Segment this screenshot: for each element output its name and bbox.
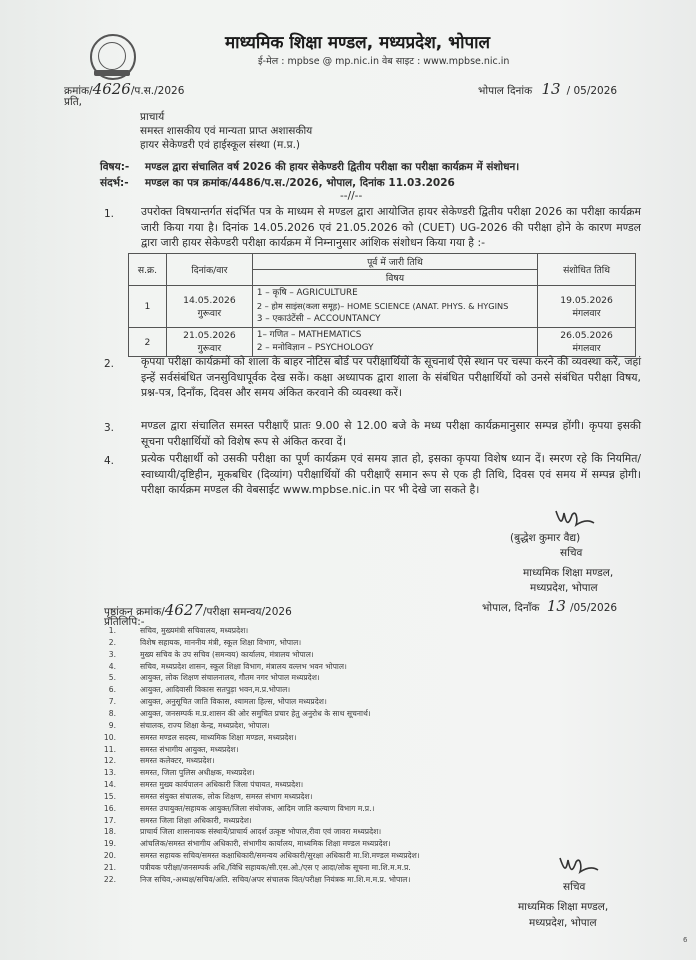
subject-text: मण्डल द्वारा संचालित वर्ष 2026 की हायर सेकेण्डरी द्वितीय परीक्षा का परीक्षा कार्यक्रम में संशोधन। <box>145 161 520 173</box>
row-1-subject-3: 3 – एकाउंटेंसी – ACCOUNTANCY <box>256 314 381 324</box>
list-item <box>103 826 382 838</box>
para-3: मण्डल द्वारा संचालित समस्त परीक्षाएँ प्रातः 9.00 से 12.00 बजे के मध्य परीक्षा कार्यक्रमानुसार सम्पन्न होंगी। कृपया इसकी सूचना परीक्षार्थियों को विशेष रूप से अंकित करवा दें। <box>141 419 641 448</box>
list-item-number: 3. <box>108 649 116 659</box>
list-item-text: आयुक्त, जनसम्पर्क म.प्र.शासन की ओर समुचित प्रचार हेतु अनुरोध के साथ सूचनार्थ। <box>140 708 371 718</box>
list-item <box>103 755 215 767</box>
list-item-number: 7. <box>108 697 116 707</box>
list-item-number: 6. <box>108 685 116 695</box>
list-item <box>103 732 297 744</box>
separator: --//-- <box>340 190 363 202</box>
list-item <box>108 684 291 696</box>
addressee-line-1: प्राचार्य <box>140 111 165 123</box>
row-2-subject-2: 2 – मनोविज्ञान – PSYCHOLOGY <box>256 343 374 353</box>
list-item-number: 17. <box>103 815 116 825</box>
list-item-number: 20. <box>103 851 116 861</box>
list-item <box>103 874 411 886</box>
list-item-number: 10. <box>103 732 116 742</box>
list-item-text: सचिव, मध्यप्रदेश शासन, स्कूल शिक्षा विभाग, मंत्रालय वल्लभ भवन भोपाल। <box>140 661 347 671</box>
list-item-text: पत्रीयक परीक्षा/जनसम्पर्क अधि./विधि सहायक/सी.एस.ओ./एस ए आदा/लोक सूचना मा.शि.म.म.प्र. <box>140 863 411 872</box>
list-item <box>103 779 304 791</box>
list-item <box>108 672 320 684</box>
list-item-text: विशेष सहायक, माननीय मंत्री, स्कूल शिक्षा विभाग, भोपाल। <box>140 637 302 647</box>
row-1-subject-1: 1 – कृषि – AGRICULTURE <box>256 288 358 298</box>
list-item-text: समस्त कलेक्टर, मध्यप्रदेश। <box>140 756 215 766</box>
row-1-date <box>166 286 252 328</box>
endorsement-prefix: पृष्ठांकन क्रमांक/ <box>104 606 165 618</box>
list-item-number: 21. <box>103 863 116 872</box>
reference-text: मण्डल का पत्र क्रमांक/4486/प.स./2026, भोपाल, दिनांक 11.03.2026 <box>145 177 455 189</box>
list-item-text: समस्त संभागीय आयुक्त, मध्यप्रदेश। <box>140 744 239 754</box>
row-1-date-value: 14.05.2026 <box>183 294 236 306</box>
row-2-date <box>166 328 252 357</box>
row-1-revised-date: 19.05.2026 <box>560 294 613 306</box>
copy-label: प्रतिलिपि:- <box>104 616 145 628</box>
list-item-text: निज सचिव,-अध्यक्ष/सचिव/अति. सचिव/अपर संचालक वित/परीक्षा नियंत्रक मा.शि.म.म.प्र. भोपाल। <box>140 874 411 884</box>
ref-number: 4626 <box>92 80 131 98</box>
list-item-number: 12. <box>103 756 116 766</box>
list-item-text: आयुक्त, अनुसूचित जाति विकास, श्यामला हिल्स, भोपाल मध्यप्रदेश। <box>140 697 327 707</box>
date-suffix: / 05/2026 <box>566 85 618 97</box>
list-item-text: समस्त मुख्य कार्यपालन अधिकारी जिला पंचायत, मध्यप्रदेश। <box>140 780 304 790</box>
ref-line <box>64 80 184 98</box>
signature-date-day: 13 <box>546 597 566 615</box>
letterhead-title: माध्यमिक शिक्षा मण्डल, मध्यप्रदेश, भोपाल <box>225 33 491 53</box>
list-item <box>103 850 420 862</box>
list-item <box>103 815 252 827</box>
table-row <box>129 328 636 357</box>
list-item <box>108 625 249 637</box>
list-item-number: 22. <box>103 874 116 884</box>
row-1-subject-2: 2 – होम साइंस(कला समूह)– HOME SCIENCE (ANAT. PHYS. & HYGINS <box>256 301 509 311</box>
date-prefix: भोपाल दिनांक <box>478 85 533 97</box>
table-header-row <box>129 254 636 270</box>
list-item-text: आंचलिक/समस्त संभागीय अधिकारी, संभागीय कार्यालय, माध्यमिक शिक्षा मण्डल मध्यप्रदेश। <box>140 839 391 849</box>
row-2-subjects <box>252 328 537 357</box>
row-1-revised-day: मंगलवार <box>572 307 601 319</box>
list-item-number: 15. <box>103 791 116 801</box>
signatory-name: (बुद्धेश कुमार वैद्य) <box>510 532 581 544</box>
list-item-number: 13. <box>103 768 116 778</box>
list-item-number: 14. <box>103 780 116 790</box>
header-revised: संशोधित तिथि <box>538 254 636 286</box>
list-item-number: 2. <box>108 637 116 647</box>
para-2-number: 2. <box>104 358 115 370</box>
board-emblem-icon <box>90 34 136 80</box>
header-subject: विषय <box>252 270 537 286</box>
list-item-text: प्राचार्य जिला शासनायक संस्थायें/प्राचार्य आदर्श उत्कृष्ट भोपाल,रीवा एवं जावरा मध्यप्रदेश। <box>140 827 382 837</box>
letter-date <box>478 80 617 98</box>
list-item-text: समस्त मण्डल सदस्य, माध्यमिक शिक्षा मण्डल, मध्यप्रदेश। <box>140 732 297 742</box>
list-item-text: समस्त सहायक सचिव/समस्त कक्षाधिकारी/समन्वय अधिकारी/सुरक्षा अधिकारी मा.शि.मण्डल मध्यप्रदेश। <box>140 851 420 861</box>
signature-2-mark <box>556 852 602 878</box>
list-item-text: मुख्य सचिव के उप सचिव (समन्वय) कार्यालय, मंत्रालय भोपाल। <box>140 649 314 659</box>
exam-schedule-table <box>128 253 636 357</box>
addressee-line-2: समस्त शासकीय एवं मान्यता प्राप्त अशासकीय <box>140 125 313 137</box>
ref-prefix: क्रमांक/ <box>64 85 93 97</box>
endorsement-suffix: /परीक्षा समन्वय/2026 <box>202 606 292 618</box>
list-item-number: 4. <box>108 661 116 671</box>
row-2-revised <box>538 328 636 357</box>
reference-label: संदर्भ:- <box>100 177 129 189</box>
list-item <box>103 803 375 815</box>
list-item-text: समस्त संयुक्त संचालक, लोक शिक्षण, समस्त संभाग मध्यप्रदेश। <box>140 791 313 801</box>
list-item-number: 8. <box>108 708 116 718</box>
list-item <box>103 767 255 779</box>
list-item-text: संचालक, राज्य शिक्षा केन्द्र, मध्यप्रदेश, भोपाल। <box>140 720 270 730</box>
list-item <box>103 862 411 874</box>
list-item <box>108 696 327 708</box>
signatory-2-designation: सचिव <box>563 881 586 893</box>
list-item <box>108 649 314 661</box>
row-2-revised-day: मंगलवार <box>572 343 601 354</box>
page-number: 6 <box>683 936 688 944</box>
addressee-line-3: हायर सेकेण्डरी एवं हाईस्कूल संस्था (म.प्र.) <box>140 139 301 151</box>
table-row <box>129 286 636 328</box>
list-item-text: समस्त जिला शिक्षा अधिकारी, मध्यप्रदेश। <box>140 815 252 825</box>
signature-1-mark <box>552 505 598 531</box>
list-item-text: समस्त, जिला पुलिस अधीक्षक, मध्यप्रदेश। <box>140 768 255 778</box>
para-2: कृपया परीक्षा कार्यक्रमों को शाला के बाहर नोटिस बोर्ड पर परीक्षार्थियों के सूचनार्थ ऐसे स्थान पर चस्पा करने की व्यवस्था करें, जहां इन्हें सर्वसंबंधित जनसुविधापूर्वक देख सकें। कक्षा अध्यापक द्वारा शाला के संबंधित परीक्षार्थियों को उनसे संबंधित परीक्षा विषय, प्रश्न-पत्र, दिनाँक, दिवस और समय अंकित करवाने की व्यवस्था करें। <box>141 355 641 399</box>
row-2-date-value: 21.05.2026 <box>183 330 236 341</box>
signature-date-prefix: भोपाल, दिनाँक <box>482 602 540 614</box>
date-day: 13 <box>541 80 561 98</box>
list-item-text: सचिव, मुख्यमंत्री सचिवालय, मध्यप्रदेश। <box>140 626 249 635</box>
letterhead-contact: ई-मेल : mpbse @ mp.nic.in वेब साइट : www.mpbse.nic.in <box>258 56 510 67</box>
prati: प्रति, <box>64 96 83 108</box>
row-2-day-value: गुरूवार <box>197 343 222 354</box>
signatory-2-place: मध्यप्रदेश, भोपाल <box>529 917 597 929</box>
list-item-number: 16. <box>103 803 116 813</box>
endorsement-number: 4627 <box>164 601 203 619</box>
para-1-number: 1. <box>104 208 115 220</box>
signatory-designation: सचिव <box>560 547 583 559</box>
row-1-day-value: गुरूवार <box>197 307 222 319</box>
row-1-revised <box>538 286 636 328</box>
list-item-number: 11. <box>103 744 116 754</box>
header-date-day: दिनांक/वार <box>166 254 252 286</box>
row-2-revised-date: 26.05.2026 <box>560 330 613 341</box>
list-item-number: 5. <box>108 673 116 683</box>
list-item-text: आयुक्त, आदिवासी विकास सतपुड़ा भवन,म.प्र.भोपाल। <box>140 685 291 695</box>
para-3-number: 3. <box>104 422 115 434</box>
signature-date <box>482 597 617 615</box>
para-4: प्रत्येक परीक्षार्थी को उसकी परीक्षा का पूर्ण कार्यक्रम एवं समय ज्ञात हो, इसका कृपया विशेष ध्यान दें। स्मरण रहे कि नियमित/स्वाध्यायी/दृष्टिहीन, मूकबधिर (दिव्यांग) परीक्षार्थियों की परीक्षाएँ समान रूप से एक ही तिथि, दिवस एवं समय में सम्पन्न होगी। परीक्षा कार्यक्रम मण्डल की वेबसाईट www.mpbse.nic.in पर भी देखे जा सकते है। <box>141 452 641 496</box>
list-item-number: 19. <box>103 839 116 849</box>
list-item <box>103 838 391 850</box>
row-1-subjects <box>252 286 537 328</box>
list-item-number: 1. <box>108 626 116 635</box>
list-item <box>103 744 239 756</box>
ref-suffix: /प.स./2026 <box>130 85 185 97</box>
signature-date-suffix: /05/2026 <box>569 602 618 614</box>
list-item <box>108 637 302 649</box>
signatory-place: मध्यप्रदेश, भोपाल <box>530 582 598 594</box>
list-item-number: 9. <box>108 720 116 730</box>
para-4-number: 4. <box>104 455 115 467</box>
para-1: उपरोक्त विषयान्तर्गत संदर्भित पत्र के माध्यम से मण्डल द्वारा आयोजित हायर सेकेण्डरी द्वितीय परीक्षा 2026 का परीक्षा कार्यक्रम जारी किया गया है। दिनांक 14.05.2026 एवं 21.05.2026 को (CUET) UG-2026 की परीक्षा होने के कारण मण्डल द्वारा जारी हायर सेकेण्डरी परीक्षा कार्यक्रम में निम्नानुसार आंशिक संशोधन किया गया है :- <box>141 205 641 249</box>
list-item <box>103 791 313 803</box>
header-previous: पूर्व में जारी तिथि <box>252 254 537 270</box>
row-1-sno: 1 <box>129 286 167 328</box>
row-2-sno: 2 <box>129 328 167 357</box>
header-sno: स.क्र. <box>129 254 167 286</box>
list-item-text: आयुक्त, लोक शिक्षण संचालनालय, गौतम नगर भोपाल मध्यप्रदेश। <box>140 673 320 683</box>
list-item-text: समस्त उपायुक्त/सहायक आयुक्त/जिला संयोजक, आदिम जाति कल्याण विभाग म.प्र.। <box>140 803 375 813</box>
list-item-number: 18. <box>103 827 116 837</box>
row-2-subject-1: 1– गणित – MATHEMATICS <box>256 330 362 340</box>
list-item <box>108 708 371 720</box>
list-item <box>108 720 270 732</box>
signatory-2-office: माध्यमिक शिक्षा मण्डल, <box>518 901 609 913</box>
list-item <box>108 661 347 673</box>
signatory-office: माध्यमिक शिक्षा मण्डल, <box>523 567 614 579</box>
subject-label: विषय:- <box>100 161 130 173</box>
